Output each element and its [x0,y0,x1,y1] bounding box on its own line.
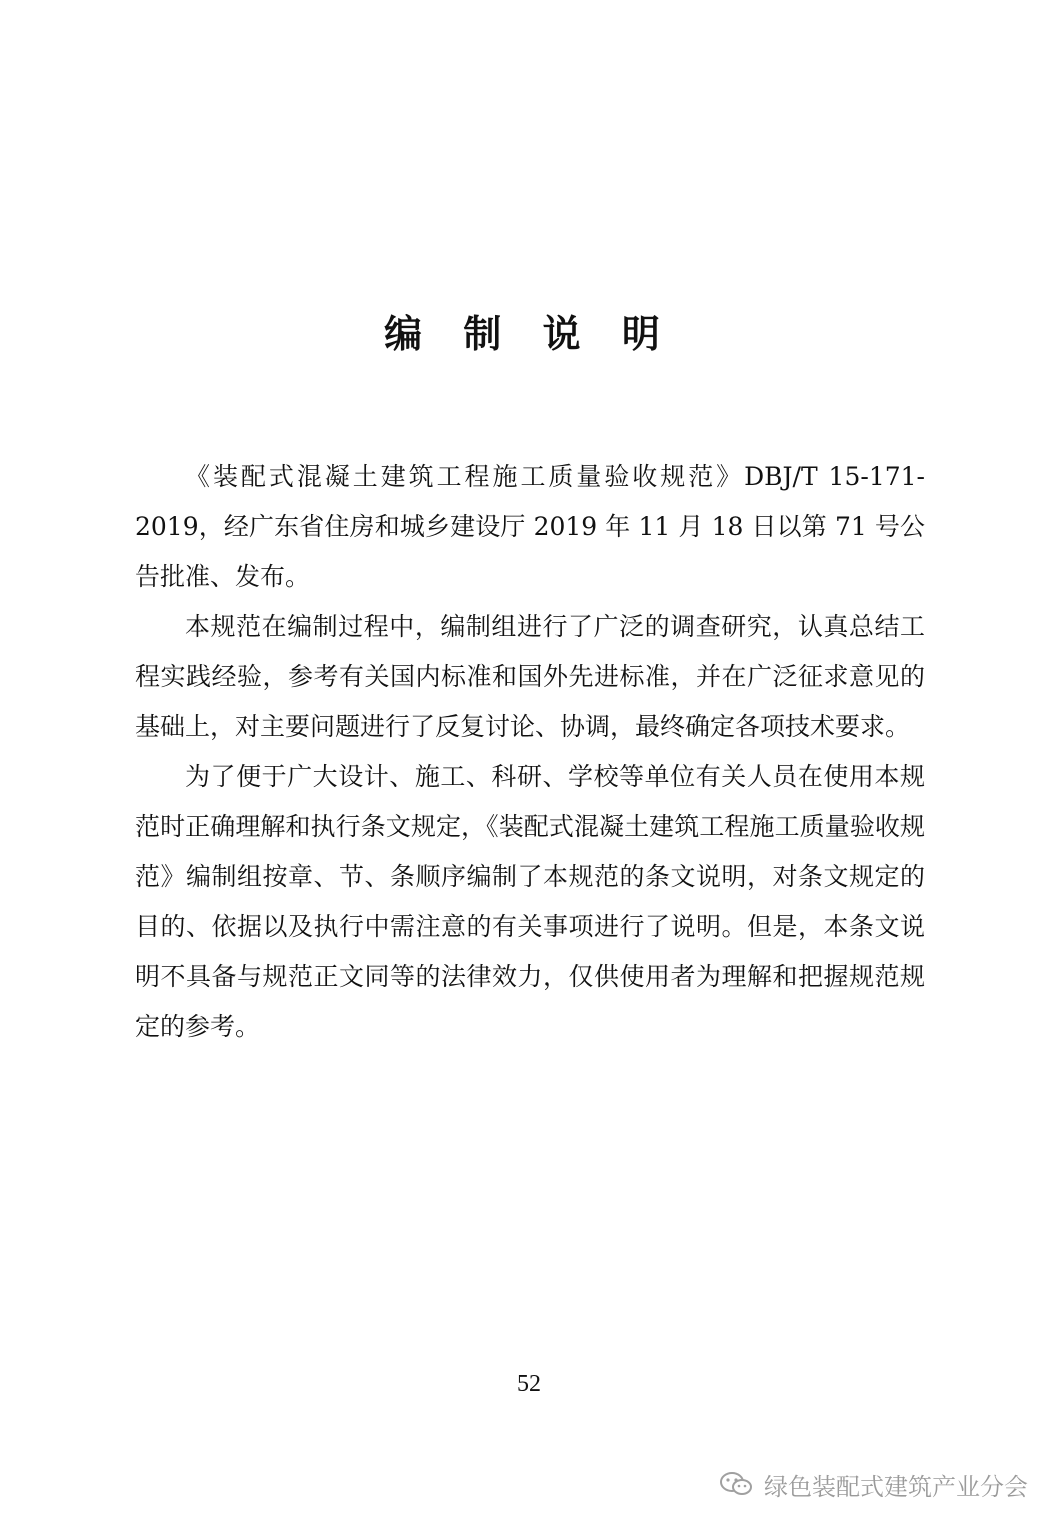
paragraph-2: 本规范在编制过程中，编制组进行了广泛的调查研究，认真总结工程实践经验，参考有关国内标准和国外先进标准，并在广泛征求意见的基础上，对主要问题进行了反复讨论、协调，最终确定各项技术要求。 [135,612,925,741]
page-number: 52 [517,1371,541,1397]
watermark [718,1462,1028,1506]
body-text [135,452,925,1052]
watermark-text: 绿色装配式建筑产业分会 [764,1472,1028,1501]
wechat-icon [718,1470,754,1498]
page-title: 编 制 说 明 [384,312,674,356]
paragraph-3: 为了便于广大设计、施工、科研、学校等单位有关人员在使用本规范时正确理解和执行条文规定，《装配式混凝土建筑工程施工质量验收规范》编制组按章、节、条顺序编制了本规范的条文说明，对条文规定的目的、依据以及执行中需注意的有关事项进行了说明。但是，本条文说明不具备与规范正文同等的法律效力，仅供使用者为理解和把握规范规定的参考。 [135,762,925,1041]
paragraph-1: 《装配式混凝土建筑工程施工质量验收规范》DBJ/T 15-171-2019，经广东省住房和城乡建设厅 2019 年 11 月 18 日以第 71 号公告批准、发布。 [135,462,925,591]
